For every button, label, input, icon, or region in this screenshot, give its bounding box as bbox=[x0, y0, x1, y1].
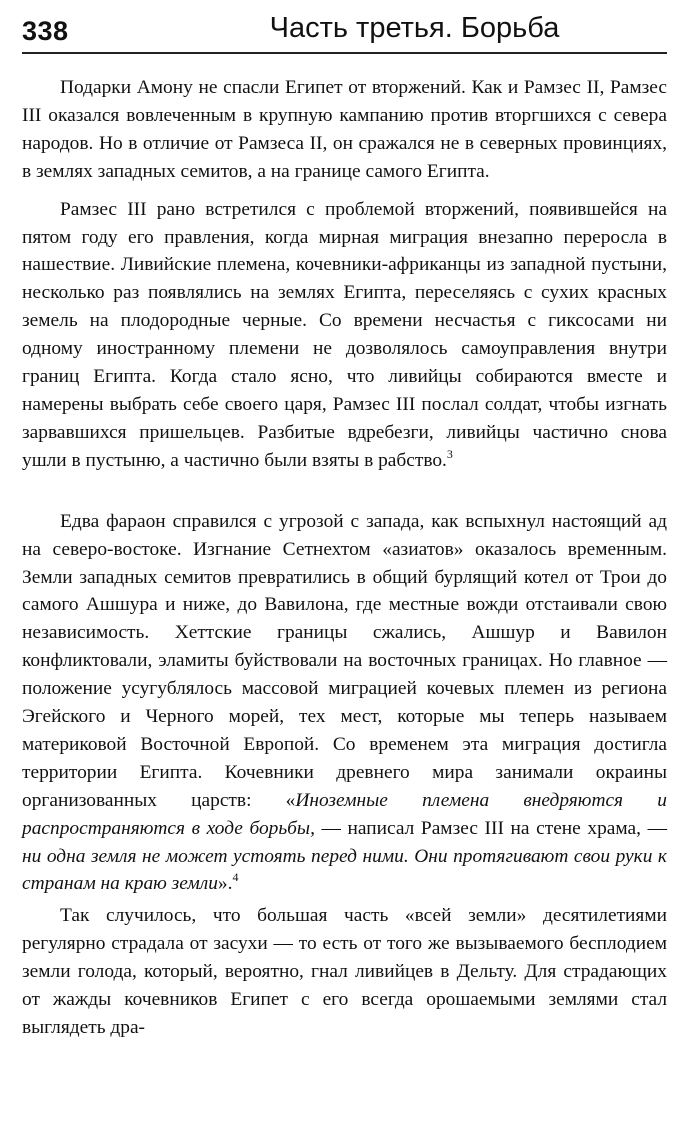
paragraph-3-text-c: ». bbox=[217, 873, 233, 895]
paragraph-2-text: Рамзес III рано встретился с проблемой вторжений, появившейся на пятом году его правления, когда мирная миграция внезапно переросла в нашествие. Ливийские племена, кочевники-африканцы из западной пустыни, несколько раз появлялись на землях Египта, переселяясь с сухих красных земель на плодородные черные. Со времени несчастья с гиксосами ни одному иностранному племени не дозволялось самоуправления внутри границ Египта. Когда стало ясно, что ливийцы собираются вместе и намерены выбрать себе своего царя, Рамзес III послал солдат, чтобы изгнать зарвавшихся пришельцев. Разбитые вдребезги, ливийцы частично снова ушли в пустыню, а частично были взяты в рабство. bbox=[22, 198, 667, 471]
paragraph-3-text-a: Едва фараон справился с угрозой с запада, как вспыхнул настоящий ад на северо-востоке. Изгнание Сетнехтом «азиатов» оказалось временным. Земли западных семитов превратились в общий бурлящий котел от Трои до самого Ашшура и ниже, до Вавилона, где местные вожди отстаивали свою независимость. Хеттские границы сжались, Ашшур и Вавилон конфликтовали, эламиты буйствовали на восточных границах. Но главное — положение усугублялось массовой миграцией кочевых племен из региона Эгейского и Черного морей, тех мест, которые мы теперь называем материковой Восточной Европой. Со временем эта миграция достигла территории Египта. Кочевники древнего мира занимали окраины организованных царств: « bbox=[22, 510, 667, 811]
paragraph-1 bbox=[22, 74, 667, 186]
paragraph-2 bbox=[22, 196, 667, 475]
paragraph-4-text: Так случилось, что большая часть «всей земли» десятилетиями регулярно страдала от засухи — то есть от того же вызываемого бесплодием земли голода, который, вероятно, гнал ливийцев в Дельту. Для страдающих от жажды кочевников Египет с его всегда орошаемыми землями стал выглядеть дра- bbox=[22, 905, 667, 1038]
paragraph-3-quote-1: Иноземные племена внедряются и распространяются в ходе борьбы, bbox=[22, 789, 667, 839]
footnote-ref-3: 3 bbox=[446, 446, 453, 461]
body-text bbox=[22, 74, 667, 1042]
paragraph-3-quote-2: ни одна земля не может устоять перед ними. Они протягивают свои руки к странам на краю земли bbox=[22, 845, 667, 895]
page-header bbox=[22, 12, 667, 54]
paragraph-3 bbox=[22, 508, 667, 899]
paragraph-4 bbox=[22, 902, 667, 1042]
paragraph-1-text: Подарки Амону не спасли Египет от вторжений. Как и Рамзес II, Рамзес III оказался вовлеченным в крупную кампанию против вторгшихся с севера народов. Но в отличие от Рамзеса II, он сражался не в северных провинциях, в землях западных семитов, а на границе самого Египта. bbox=[22, 77, 667, 182]
paragraph-3-text-b: — написал Рамзес III на стене храма, — bbox=[314, 817, 667, 839]
running-title: Часть третья. Борьба bbox=[269, 12, 560, 44]
page-number: 338 bbox=[22, 16, 69, 46]
footnote-ref-4: 4 bbox=[232, 870, 239, 885]
